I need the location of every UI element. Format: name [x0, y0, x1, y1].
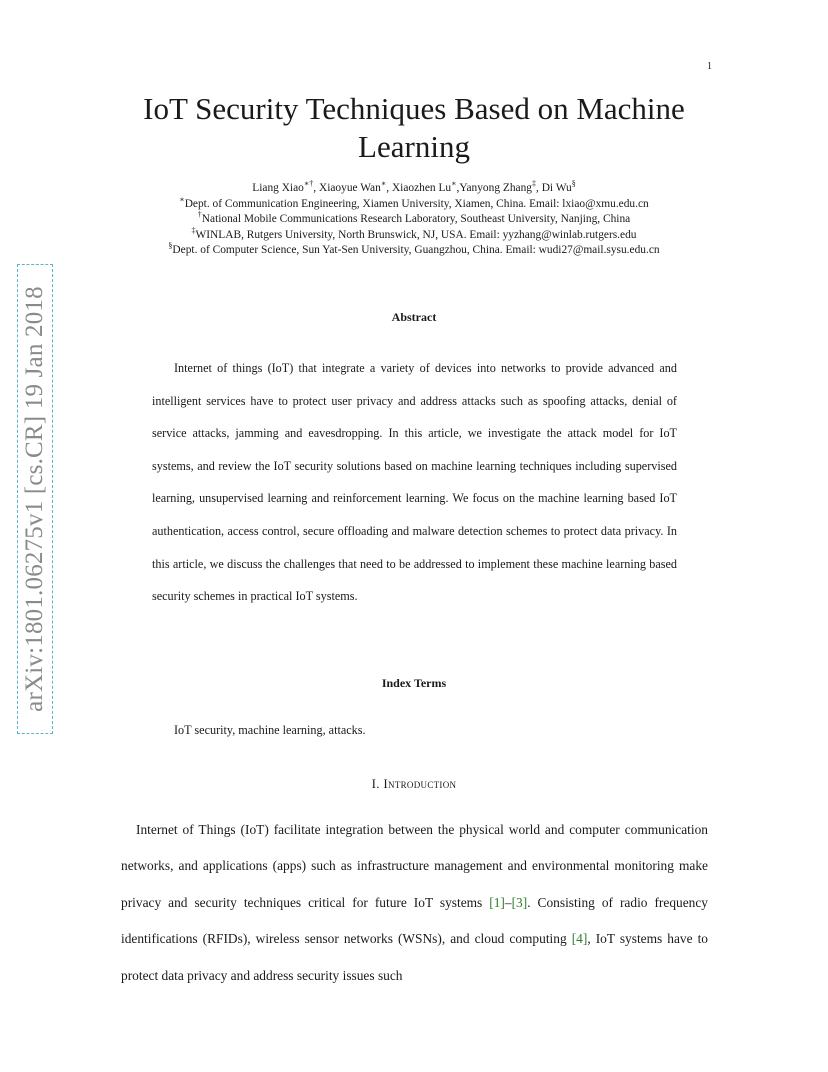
- index-terms-heading: Index Terms: [381, 676, 447, 690]
- affiliation-text: Dept. of Computer Science, Sun Yat-Sen University, Guangzhou, China. Email: wudi27@mail.sysu.edu.cn: [172, 244, 660, 256]
- author-mark: ∗: [380, 179, 387, 188]
- intro-text-part: Internet of Things (IoT) facilitate integration between the physical world and computer communication networks, and applications (apps) such as infrastructure management and environmental monitoring make privacy and security techniques critical for future IoT systems: [121, 822, 708, 910]
- affiliation-mark: ‡: [191, 225, 196, 235]
- author-block: [100, 181, 728, 259]
- arxiv-stamp-text: arXiv:1801.06275v1 [cs.CR] 19 Jan 2018: [21, 286, 48, 712]
- affiliation-mark: †: [197, 210, 202, 219]
- author-name: Yanyong Zhang: [459, 182, 532, 194]
- citation-link[interactable]: [4]: [571, 931, 588, 947]
- affiliation-mark: §: [168, 241, 173, 250]
- author-mark: ‡: [531, 179, 536, 188]
- citation-range-dash: –: [504, 894, 512, 910]
- abstract-heading: Abstract: [391, 310, 437, 324]
- author-list: Liang Xiao∗†, Xiaoyue Wan∗, Xiaozhen Lu∗,Yanyong Zhang‡, Di Wu§: [252, 179, 576, 194]
- intro-text-part: , IoT systems have to protect data privacy and address security issues such: [121, 931, 708, 983]
- introduction-text: [121, 812, 708, 994]
- affiliation-line: [100, 243, 728, 259]
- citation-link[interactable]: [1]: [489, 894, 505, 910]
- section-heading-introduction: I. Introduction: [371, 776, 457, 791]
- paper-title: IoT Security Techniques Based on Machine Learning: [143, 91, 685, 164]
- author-name: Liang Xiao: [252, 182, 304, 194]
- page-number: 1: [707, 61, 712, 72]
- author-mark: §: [571, 179, 576, 188]
- author-name: Di Wu: [541, 182, 572, 194]
- affiliation-line: [100, 194, 728, 213]
- author-mark: ∗: [451, 179, 457, 188]
- intro-text-part: . Consisting of radio frequency identifications (RFIDs), wireless sensor networks (WSNs), and cloud computing: [121, 894, 708, 947]
- affiliation-text: Dept. of Communication Engineering, Xiamen University, Xiamen, China. Email: lxiao@xmu.edu.cn: [184, 197, 649, 210]
- citation-link[interactable]: [3]: [511, 894, 528, 910]
- affiliation-line: [100, 225, 728, 244]
- abstract-text: Internet of things (IoT) that integrate a variety of devices into networks to provide advanced and intelligent services have to protect user privacy and address attacks such as spoofing attacks, denial of service attacks, jamming and eavesdropping. In this article, we investigate the attack model for IoT systems, and review the IoT security solutions based on machine learning techniques including supervised learning, unsupervised learning and reinforcement learning. We focus on the machine learning based IoT authentication, access control, secure offloading and malware detection schemes to protect data privacy. In this article, we discuss the challenges that need to be addressed to implement these machine learning based security schemes in practical IoT systems.: [152, 361, 677, 604]
- index-terms-text: IoT security, machine learning, attacks.: [174, 723, 366, 737]
- author-name: Xiaozhen Lu: [391, 182, 452, 194]
- affiliation-text: National Mobile Communications Research Laboratory, Southeast University, Nanjing, China: [201, 213, 631, 225]
- author-name: Xiaoyue Wan: [318, 182, 381, 194]
- affiliation-mark: ∗: [179, 194, 185, 204]
- affiliation-text: WINLAB, Rutgers University, North Brunswick, NJ, USA. Email: yyzhang@winlab.rutgers.edu: [195, 228, 637, 241]
- author-mark: ∗†: [303, 179, 314, 188]
